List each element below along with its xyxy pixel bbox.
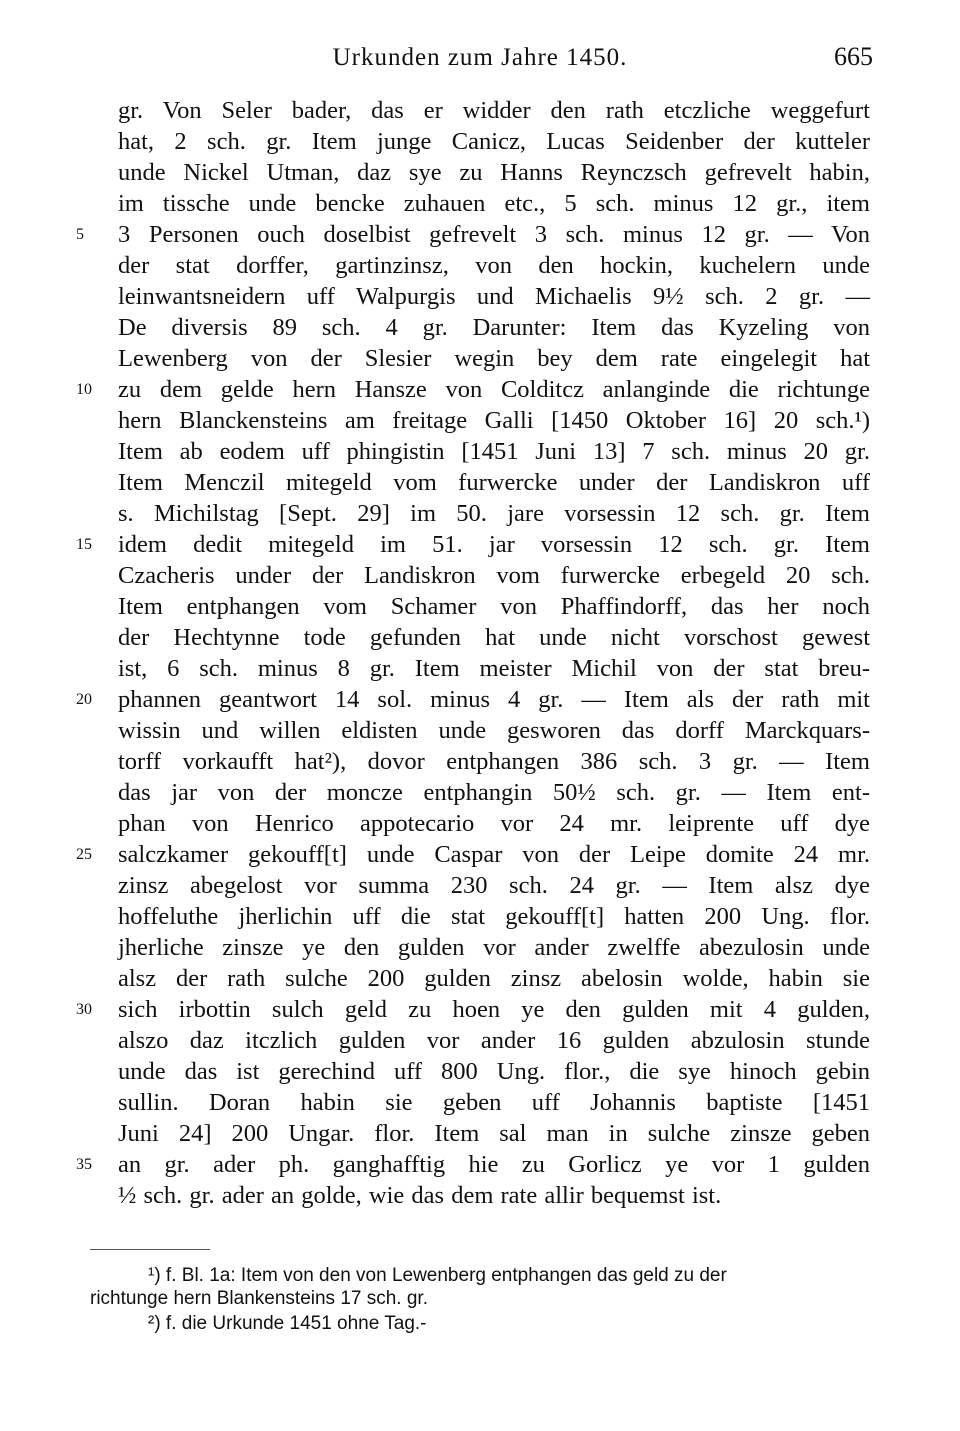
line-number: 15 [76, 536, 92, 553]
text-line: torff vorkaufft hat²), dovor entphangen 386 sch. 3 gr. — Item [118, 748, 870, 775]
text-line: hat, 2 sch. gr. Item junge Canicz, Lucas Seidenber der kutteler [118, 128, 870, 155]
footnote-separator [90, 1249, 210, 1250]
footnote-2: ²) f. die Urkunde 1451 ohne Tag.- [148, 1313, 427, 1334]
line-number: 10 [76, 381, 92, 398]
line-number: 5 [76, 226, 84, 243]
text-line: unde Nickel Utman, daz sye zu Hanns Reynczsch gefrevelt habin, [118, 159, 870, 186]
text-line: unde das ist gerechind uff 800 Ung. flor., die sye hinoch gebin [118, 1058, 870, 1085]
text-line: der stat dorffer, gartinzinsz, von den hockin, kuchelern unde [118, 252, 870, 279]
text-line: s. Michilstag [Sept. 29] im 50. jare vorsessin 12 sch. gr. Item [118, 500, 870, 527]
text-line: Item ab eodem uff phingistin [1451 Juni 13] 7 sch. minus 20 gr. [118, 438, 870, 465]
text-line: salczkamer gekouff[t] unde Caspar von der Leipe domite 24 mr. [118, 841, 870, 868]
text-line: ½ sch. gr. ader an golde, wie das dem rate allir bequemst ist. [118, 1182, 722, 1209]
line-number: 35 [76, 1156, 92, 1173]
text-line: im tissche unde bencke zuhauen etc., 5 sch. minus 12 gr., item [118, 190, 870, 217]
text-line: zu dem gelde hern Hansze von Colditcz anlanginde die richtunge [118, 376, 870, 403]
text-line: alsz der rath sulche 200 gulden zinsz abelosin wolde, habin sie [118, 965, 870, 992]
text-line: Juni 24] 200 Ungar. flor. Item sal man in sulche zinsze geben [118, 1120, 870, 1147]
text-line: alszo daz itczlich gulden vor ander 16 gulden abzulosin stunde [118, 1027, 870, 1054]
text-line: gr. Von Seler bader, das er widder den rath etczliche weggefurt [118, 97, 870, 124]
text-line: das jar von der moncze entphangin 50½ sch. gr. — Item ent- [118, 779, 870, 806]
text-line: sullin. Doran habin sie geben uff Johannis baptiste [1451 [118, 1089, 870, 1116]
text-line: phan von Henrico appotecario vor 24 mr. leiprente uff dye [118, 810, 870, 837]
text-line: 3 Personen ouch doselbist gefrevelt 3 sch. minus 12 gr. — Von [118, 221, 870, 248]
line-number: 25 [76, 846, 92, 863]
text-line: hern Blanckensteins am freitage Galli [1450 Oktober 16] 20 sch.¹) [118, 407, 870, 434]
text-line: sich irbottin sulch geld zu hoen ye den gulden mit 4 gulden, [118, 996, 870, 1023]
page-header [0, 36, 960, 76]
text-line: idem dedit mitegeld im 51. jar vorsessin 12 sch. gr. Item [118, 531, 870, 558]
text-line: Item entphangen vom Schamer von Phaffindorff, das her noch [118, 593, 870, 620]
text-line: der Hechtynne tode gefunden hat unde nicht vorschost gewest [118, 624, 870, 651]
text-line: leinwantsneidern uff Walpurgis und Michaelis 9½ sch. 2 gr. — [118, 283, 870, 310]
text-line: zinsz abegelost vor summa 230 sch. 24 gr. — Item alsz dye [118, 872, 870, 899]
text-line: Lewenberg von der Slesier wegin bey dem rate eingelegit hat [118, 345, 870, 372]
text-line: ist, 6 sch. minus 8 gr. Item meister Michil von der stat breu- [118, 655, 870, 682]
running-title: Urkunden zum Jahre 1450. [332, 44, 628, 71]
text-line: jherliche zinsze ye den gulden vor ander zwelffe abezulosin unde [118, 934, 870, 961]
text-line: De diversis 89 sch. 4 gr. Darunter: Item das Kyzeling von [118, 314, 870, 341]
text-line: phannen geantwort 14 sol. minus 4 gr. — Item als der rath mit [118, 686, 870, 713]
text-line: hoffeluthe jherlichin uff die stat gekouff[t] hatten 200 Ung. flor. [118, 903, 870, 930]
footnote-1: ¹) f. Bl. 1a: Item von den von Lewenberg entphangen das geld zu der [148, 1265, 727, 1286]
text-line: Czacheris under der Landiskron vom furwercke erbegeld 20 sch. [118, 562, 870, 589]
footnote-1-continuation: richtunge hern Blankensteins 17 sch. gr. [90, 1288, 428, 1309]
line-number: 30 [76, 1001, 92, 1018]
page-number: 665 [834, 42, 873, 71]
text-line: an gr. ader ph. ganghafftig hie zu Gorlicz ye vor 1 gulden [118, 1151, 870, 1178]
line-number: 20 [76, 691, 92, 708]
text-line: Item Menczil mitegeld vom furwercke under der Landiskron uff [118, 469, 870, 496]
text-line: wissin und willen eldisten unde gesworen das dorff Marckquars- [118, 717, 870, 744]
